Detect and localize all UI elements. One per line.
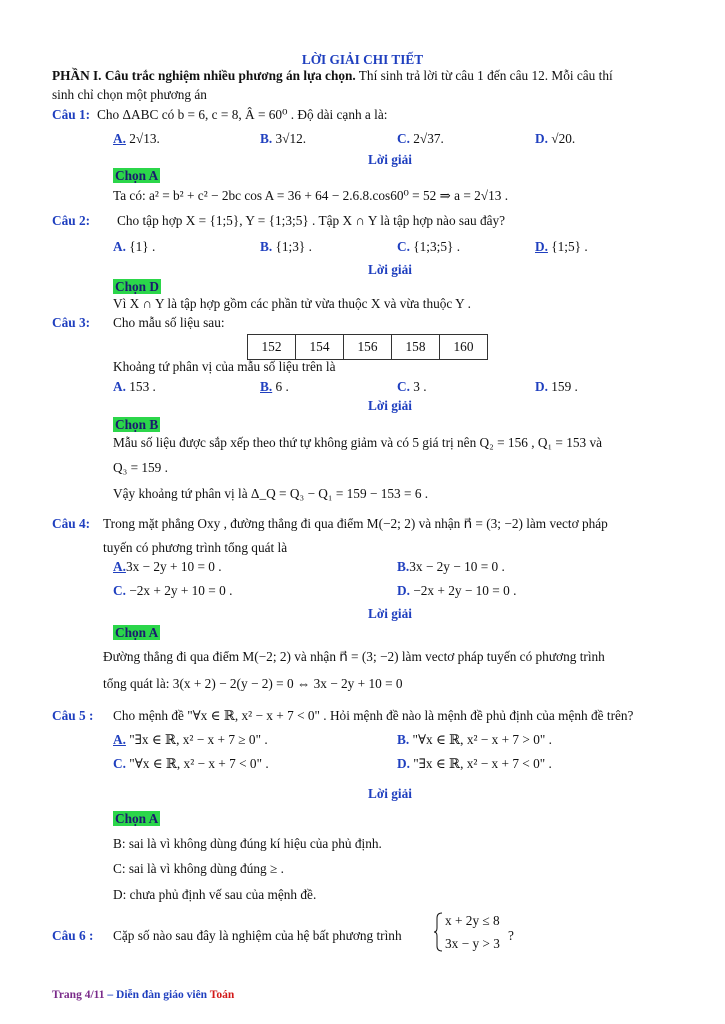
option-a: A. 2√13. bbox=[113, 131, 160, 146]
solution-text: Đường thẳng đi qua điểm M(−2; 2) và nhận n⃗ = (3; −2) làm vectơ pháp tuyến có phương trình bbox=[103, 649, 605, 664]
question-label: Câu 1: bbox=[52, 107, 91, 122]
option-b: B. {1;3} . bbox=[260, 239, 312, 254]
question-label: Câu 3: bbox=[52, 315, 91, 330]
page-title: LỜI GIẢI CHI TIẾT bbox=[301, 52, 424, 67]
option-c: C. 2√37. bbox=[397, 131, 444, 146]
question-label: Câu 5 : bbox=[52, 708, 94, 723]
table-cell: 160 bbox=[440, 335, 488, 360]
page-footer bbox=[52, 989, 234, 1001]
table-cell: 152 bbox=[248, 335, 296, 360]
question-label: Câu 6 : bbox=[52, 928, 94, 943]
data-table bbox=[247, 334, 488, 360]
solution-text: Mẫu số liệu được sắp xếp theo thứ tự không giảm và có 5 giá trị nên Q₂ = 156 , Q₁ = 153 và bbox=[113, 435, 603, 450]
solution-heading: Lời giải bbox=[368, 152, 412, 167]
question-text: Cho mẫu số liệu sau: bbox=[113, 315, 225, 330]
solution-text: D: chưa phủ định vế sau của mệnh đề. bbox=[113, 887, 317, 902]
option-a: A. {1} . bbox=[113, 239, 156, 254]
option-d: D. −2x + 2y − 10 = 0 . bbox=[397, 583, 517, 598]
option-a: A. 153 . bbox=[113, 379, 156, 394]
question-mark: ? bbox=[508, 928, 514, 943]
part-title-line bbox=[52, 68, 613, 84]
system-line-1: x + 2y ≤ 8 bbox=[445, 913, 500, 928]
option-d: D. {1;5} . bbox=[535, 239, 588, 254]
option-c: C. {1;3;5} . bbox=[397, 239, 461, 254]
answer-choice: Chọn A bbox=[115, 811, 159, 826]
solution-text: Ta có: a² = b² + c² − 2bc cos A = 36 + 64 − 2.6.8.cos60⁰ = 52 ⇒ a = 2√13 . bbox=[113, 188, 509, 203]
answer-choice: Chọn A bbox=[115, 625, 159, 640]
question-label: Câu 4: bbox=[52, 516, 91, 531]
option-c: C. 3 . bbox=[397, 379, 427, 394]
answer-choice: Chọn D bbox=[115, 279, 159, 294]
part-title: PHẦN I. Câu trắc nghiệm nhiều phương án lựa chọn. bbox=[52, 68, 356, 83]
option-c: C. −2x + 2y + 10 = 0 . bbox=[113, 583, 233, 598]
footer-text: – Diễn đàn giáo viên bbox=[104, 989, 210, 1001]
question-text: Cho ΔABC có b = 6, c = 8, Â = 60⁰ . Độ dài cạnh a là: bbox=[97, 107, 388, 122]
footer-subject: Toán bbox=[209, 989, 235, 1001]
table-cell: 156 bbox=[344, 335, 392, 360]
solution-heading: Lời giải bbox=[368, 398, 412, 413]
question-label: Câu 2: bbox=[52, 213, 91, 228]
question-text: Cho mệnh đề "∀x ∈ ℝ, x² − x + 7 < 0" . Hỏi mệnh đề nào là mệnh đề phủ định của mệnh đề trên? bbox=[113, 708, 634, 723]
option-c: C. "∀x ∈ ℝ, x² − x + 7 < 0" . bbox=[113, 756, 269, 771]
option-a: A. "∃x ∈ ℝ, x² − x + 7 ≥ 0" . bbox=[113, 732, 268, 747]
table-cell: 158 bbox=[392, 335, 440, 360]
solution-text: C: sai là vì không dùng đúng ≥ . bbox=[113, 861, 284, 876]
brace-icon bbox=[433, 912, 443, 952]
question-text: Cặp số nào sau đây là nghiệm của hệ bất phương trình bbox=[113, 928, 402, 943]
solution-text: B: sai là vì không dùng đúng kí hiệu của phủ định. bbox=[113, 836, 382, 851]
table-cell: 154 bbox=[296, 335, 344, 360]
question-text-2: tuyến có phương trình tổng quát là bbox=[103, 540, 288, 555]
option-a: A.3x − 2y + 10 = 0 . bbox=[113, 559, 222, 574]
solution-heading: Lời giải bbox=[368, 262, 412, 277]
option-d: D. "∃x ∈ ℝ, x² − x + 7 < 0" . bbox=[397, 756, 552, 771]
answer-choice: Chọn B bbox=[115, 417, 159, 432]
solution-text: Q₃ = 159 . bbox=[113, 460, 168, 475]
question-text: Trong mặt phẳng Oxy , đường thẳng đi qua điểm M(−2; 2) và nhận n⃗ = (3; −2) làm vectơ pháp bbox=[103, 516, 608, 531]
system-line-2: 3x − y > 3 bbox=[445, 936, 500, 951]
option-b: B. 3√12. bbox=[260, 131, 307, 146]
option-d: D. 159 . bbox=[535, 379, 578, 394]
option-d: D. √20. bbox=[535, 131, 576, 146]
question-text-2: Khoảng tứ phân vị của mẫu số liệu trên là bbox=[113, 359, 336, 374]
option-b: B.3x − 2y − 10 = 0 . bbox=[397, 559, 505, 574]
solution-text: Vì X ∩ Y là tập hợp gồm các phần tử vừa thuộc X và vừa thuộc Y . bbox=[113, 296, 471, 311]
part-instructions: Thí sinh trả lời từ câu 1 đến câu 12. Mỗi câu thí bbox=[355, 68, 613, 83]
solution-text: Vậy khoảng tứ phân vị là Δ_Q = Q₃ − Q₁ = 159 − 153 = 6 . bbox=[113, 486, 429, 501]
solution-heading: Lời giải bbox=[368, 786, 412, 801]
option-b: B. 6 . bbox=[260, 379, 289, 394]
answer-choice: Chọn A bbox=[115, 168, 159, 183]
page-number: Trang 4/11 bbox=[52, 989, 105, 1001]
option-b: B. "∀x ∈ ℝ, x² − x + 7 > 0" . bbox=[397, 732, 552, 747]
solution-text: tổng quát là: 3(x + 2) − 2(y − 2) = 0 ⇔ 3x − 2y + 10 = 0 bbox=[103, 676, 403, 691]
solution-heading: Lời giải bbox=[368, 606, 412, 621]
part-instructions-2: sinh chỉ chọn một phương án bbox=[52, 87, 207, 102]
question-text: Cho tập hợp X = {1;5}, Y = {1;3;5} . Tập X ∩ Y là tập hợp nào sau đây? bbox=[117, 213, 506, 228]
